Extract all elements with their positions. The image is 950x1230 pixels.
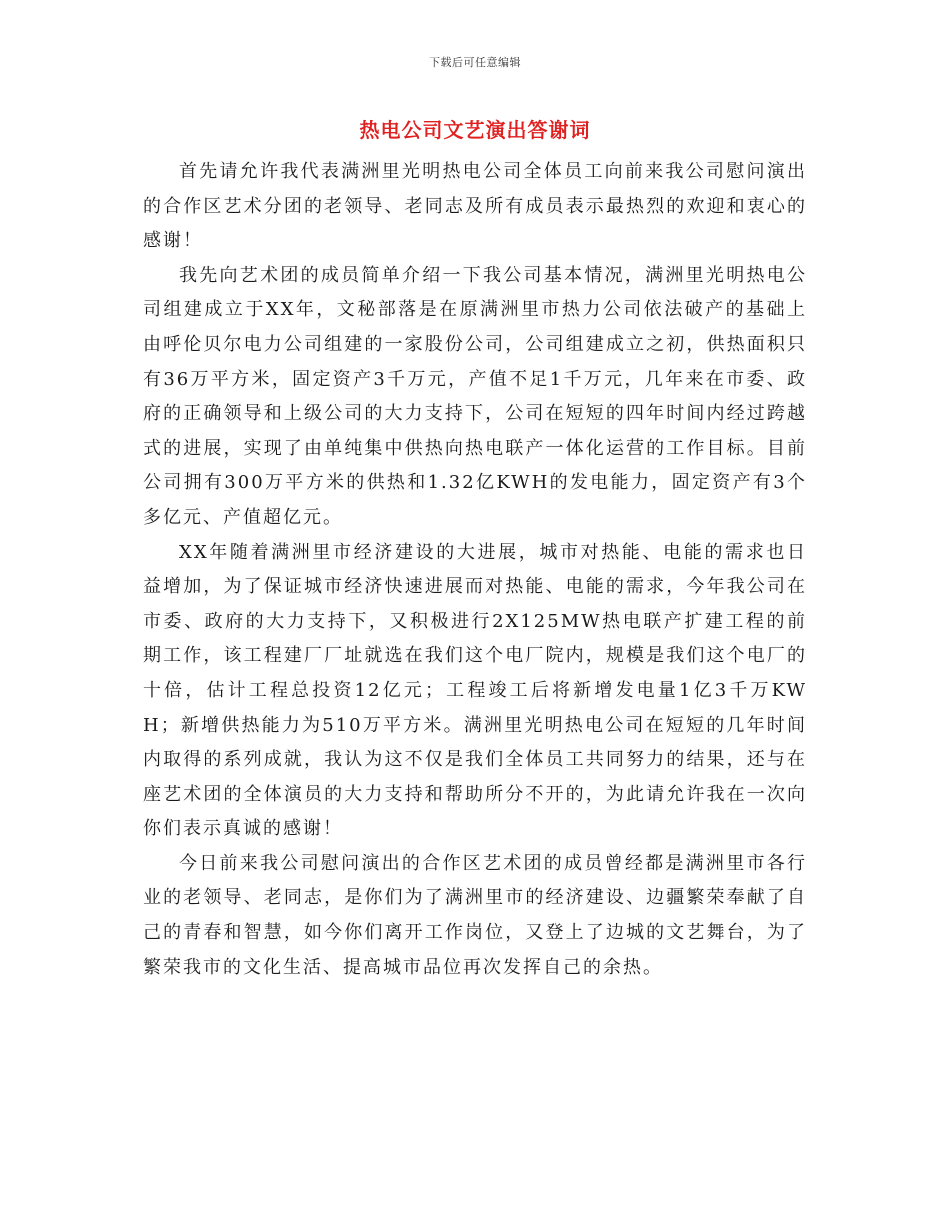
paragraph-2: 我先向艺术团的成员简单介绍一下我公司基本情况，满洲里光明热电公司组建成立于XX年，文秘部落是在原满洲里市热力公司依法破产的基础上由呼伦贝尔电力公司组建的一家股份公司，公司组建成立之初，供热面积只有36万平方米，固定资产3千万元，产值不足1千万元，几年来在市委、政府的正确领导和上级公司的大力支持下，公司在短短的四年时间内经过跨越式的进展，实现了由单纯集中供热向热电联产一体化运营的工作目标。目前公司拥有300万平方米的供热和1.32亿KWH的发电能力，固定资产有3个多亿元、产值超亿元。 <box>143 264 807 528</box>
paragraph-4: 今日前来我公司慰问演出的合作区艺术团的成员曾经都是满洲里市各行业的老领导、老同志，是你们为了满洲里市的经济建设、边疆繁荣奉献了自己的青春和智慧，如今你们离开工作岗位，又登上了边城的文艺舞台，为了繁荣我市的文化生活、提高城市品位再次发挥自己的余热。 <box>143 852 807 978</box>
document-title: 热电公司文艺演出答谢词 <box>359 118 591 142</box>
paragraph-3: XX年随着满洲里市经济建设的大进展，城市对热能、电能的需求也日益增加，为了保证城市经济快速进展而对热能、电能的需求，今年我公司在市委、政府的大力支持下，又积极进行2X125MW热电联产扩建工程的前期工作，该工程建厂厂址就选在我们这个电厂院内，规模是我们这个电厂的十倍，估计工程总投资12亿元；工程竣工后将新增发电量1亿3千万KWH；新增供热能力为510万平方米。满洲里光明热电公司在短短的几年时间内取得的系列成就，我认为这不仅是我们全体员工共同努力的结果，还与在座艺术团的全体演员的大力支持和帮助所分不开的，为此请允许我在一次向你们表示真诚的感谢！ <box>143 541 807 840</box>
document-body <box>143 155 807 985</box>
paragraph-1: 首先请允许我代表满洲里光明热电公司全体员工向前来我公司慰问演出的合作区艺术分团的老领导、老同志及所有成员表示最热烈的欢迎和衷心的感谢！ <box>143 161 807 252</box>
page-header-note: 下载后可任意编辑 <box>429 56 521 69</box>
